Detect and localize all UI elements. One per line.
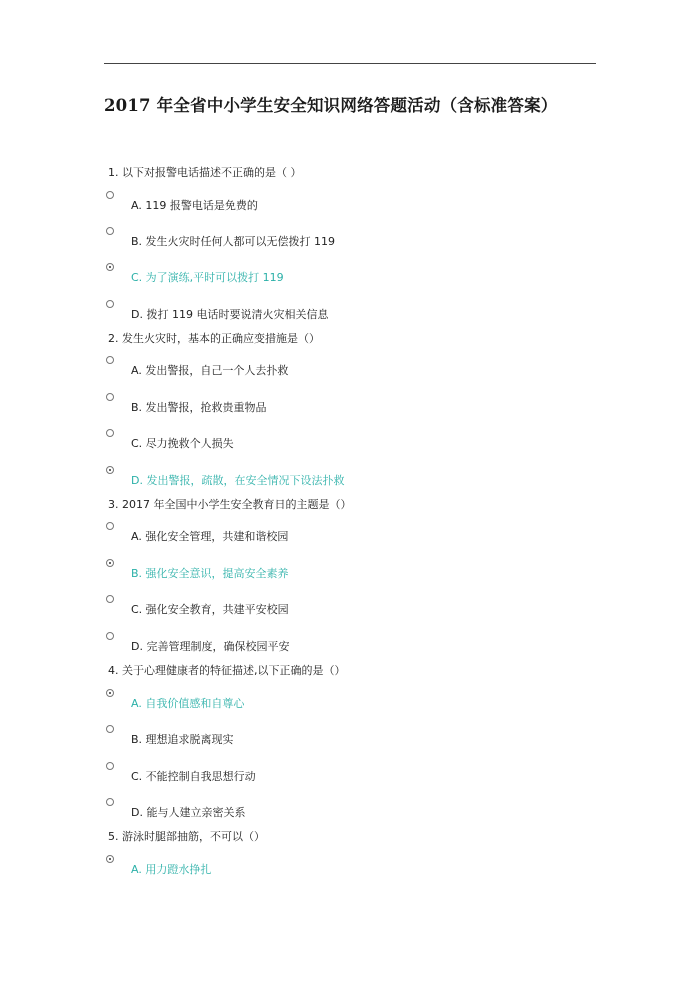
option-1d[interactable] [106,306,328,324]
option-4b[interactable] [106,731,234,749]
option-2b[interactable] [106,399,267,417]
option-3d[interactable] [106,638,289,656]
option-2d[interactable] [106,472,344,490]
option-5a[interactable] [106,861,211,879]
radio-button-icon[interactable] [106,300,114,308]
option-label: B. 理想追求脱离现实 [131,733,234,746]
option-label: C. 尽力挽救个人损失 [131,437,234,450]
option-label: A. 自我价值感和自尊心 [131,697,245,710]
option-1c[interactable] [106,269,284,287]
radio-button-icon[interactable] [106,393,114,401]
option-3a[interactable] [106,528,288,546]
header-rule [104,63,596,64]
question-3: 3. 2017 年全国中小学生安全教育日的主题是（） [108,498,352,511]
option-label: A. 发出警报，自己一个人去扑救 [131,364,289,377]
option-label: D. 能与人建立亲密关系 [131,806,246,819]
radio-button-checked-icon[interactable] [106,855,114,863]
option-4d[interactable] [106,804,245,822]
question-2: 2. 发生火灾时，基本的正确应变措施是（） [108,332,320,345]
option-1a[interactable] [106,197,258,215]
option-4a[interactable] [106,695,244,713]
radio-button-icon[interactable] [106,191,114,199]
option-label: D. 发出警报，疏散，在安全情况下设法扑救 [131,474,345,487]
radio-button-icon[interactable] [106,762,114,770]
radio-button-icon[interactable] [106,429,114,437]
radio-button-icon[interactable] [106,595,114,603]
option-label: B. 发生火灾时任何人都可以无偿拨打 119 [131,235,336,248]
option-label: D. 完善管理制度，确保校园平安 [131,640,290,653]
question-1: 1. 以下对报警电话描述不正确的是（ ） [108,166,302,179]
radio-button-checked-icon[interactable] [106,263,114,271]
radio-button-checked-icon[interactable] [106,466,114,474]
radio-button-checked-icon[interactable] [106,559,114,567]
option-2a[interactable] [106,362,288,380]
option-3b[interactable] [106,565,289,583]
option-label: C. 强化安全教育，共建平安校园 [131,603,289,616]
option-label: D. 拨打 119 电话时要说清火灾相关信息 [131,308,329,321]
question-4: 4. 关于心理健康者的特征描述,以下正确的是（） [108,664,346,677]
radio-button-icon[interactable] [106,632,114,640]
radio-button-icon[interactable] [106,725,114,733]
radio-button-icon[interactable] [106,522,114,530]
radio-button-icon[interactable] [106,227,114,235]
page-title: 2017 年全省中小学生安全知识网络答题活动（含标准答案） [104,96,558,115]
option-3c[interactable] [106,601,289,619]
option-label: A. 用力蹬水挣扎 [131,863,212,876]
radio-button-icon[interactable] [106,798,114,806]
option-label: A. 强化安全管理，共建和谐校园 [131,530,289,543]
option-4c[interactable] [106,768,256,786]
radio-button-icon[interactable] [106,356,114,364]
option-1b[interactable] [106,233,335,251]
radio-button-checked-icon[interactable] [106,689,114,697]
option-label: C. 为了演练,平时可以拨打 119 [131,271,284,284]
question-5: 5. 游泳时腿部抽筋，不可以（） [108,830,265,843]
option-label: A. 119 报警电话是免费的 [131,199,258,212]
option-label: B. 强化安全意识，提高安全素养 [131,567,289,580]
option-2c[interactable] [106,435,234,453]
option-label: C. 不能控制自我思想行动 [131,770,256,783]
option-label: B. 发出警报，抢救贵重物品 [131,401,267,414]
